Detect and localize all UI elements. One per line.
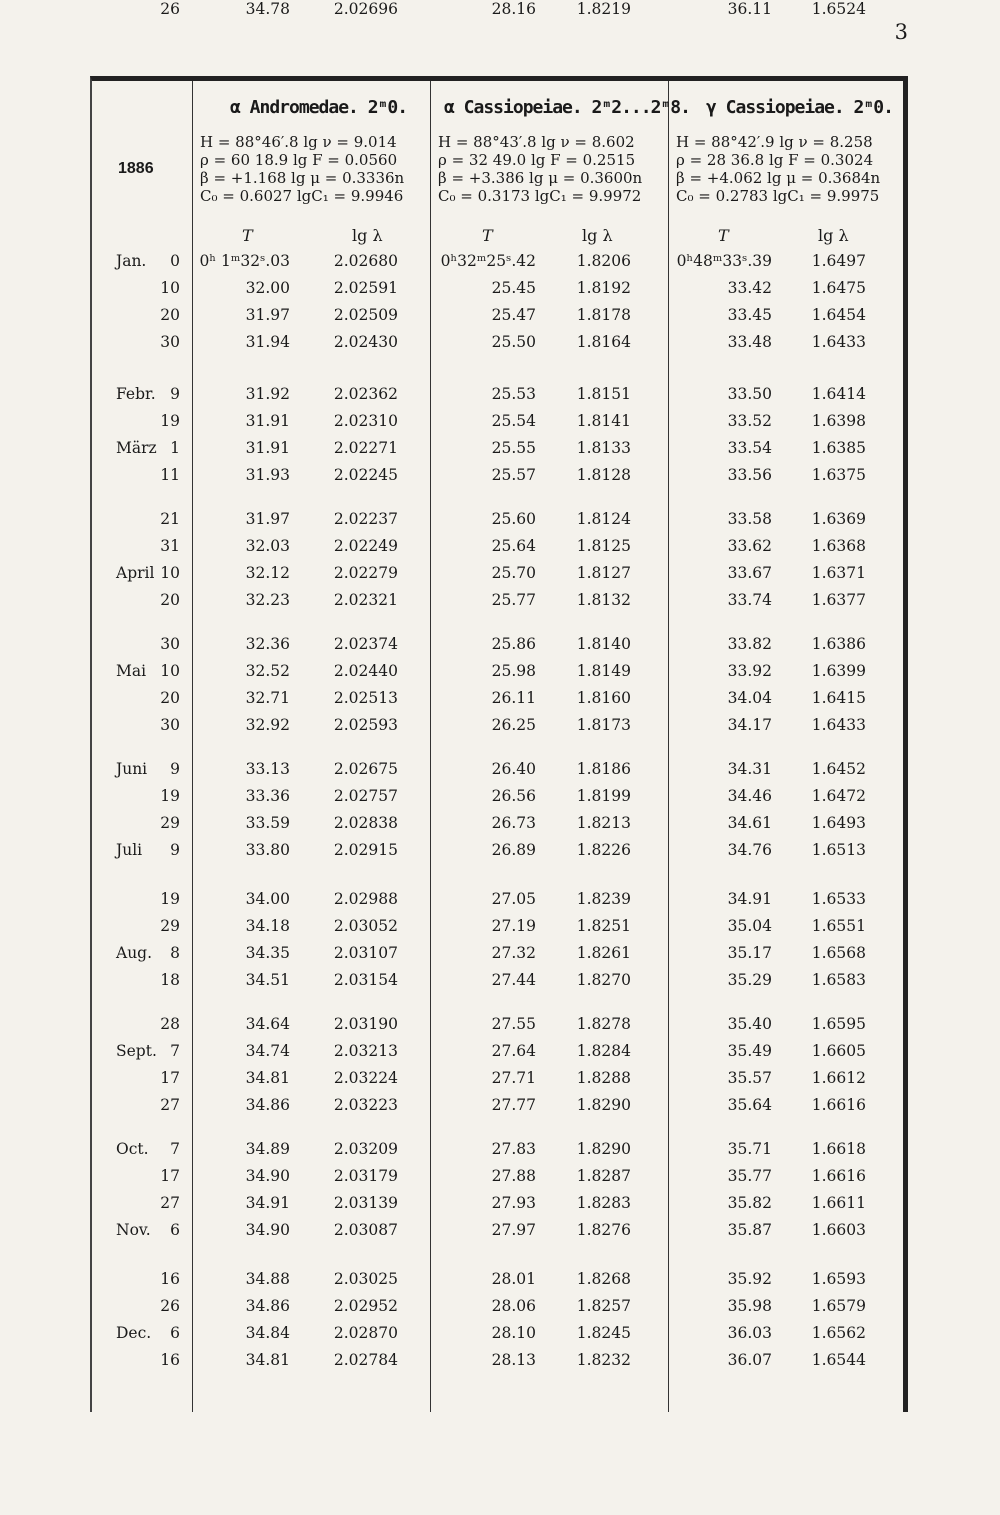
lg-lambda-cell: 1.6583 <box>811 971 866 989</box>
time-cell: 31.97 <box>245 306 290 324</box>
time-cell: 26.56 <box>491 787 536 805</box>
time-cell: 34.81 <box>245 1069 290 1087</box>
time-cell: 32.12 <box>245 564 290 582</box>
time-cell: 34.61 <box>727 814 772 832</box>
time-cell: 33.82 <box>727 635 772 653</box>
star-title: α Andromedae. 2ᵐ0. <box>230 97 408 118</box>
row-month: Juni <box>116 760 148 778</box>
star-param: C₀ = 0.2783 lgC₁ = 9.9975 <box>676 187 880 205</box>
time-cell: 33.54 <box>727 439 772 457</box>
time-cell: 31.94 <box>245 333 290 351</box>
row-month: Nov. <box>116 1221 151 1239</box>
lg-lambda-cell: 2.03087 <box>333 1221 398 1239</box>
row-day: 26 <box>160 0 180 18</box>
lg-lambda-cell: 1.8283 <box>576 1194 631 1212</box>
column-header-lg-lambda: lg λ <box>352 226 383 245</box>
time-cell: 34.91 <box>245 1194 290 1212</box>
time-cell: 33.62 <box>727 537 772 555</box>
row-day: 20 <box>160 689 180 707</box>
lg-lambda-cell: 1.6371 <box>811 564 866 582</box>
lg-lambda-cell: 1.8290 <box>576 1096 631 1114</box>
star-param: H = 88°46′.8 lg ν = 9.014 <box>200 133 397 151</box>
row-day: 6 <box>170 1221 180 1239</box>
lg-lambda-cell: 1.8186 <box>576 760 631 778</box>
row-day: 29 <box>160 814 180 832</box>
time-cell: 25.77 <box>491 591 536 609</box>
lg-lambda-cell: 1.8133 <box>576 439 631 457</box>
time-cell: 26.11 <box>491 689 536 707</box>
time-cell: 27.88 <box>491 1167 536 1185</box>
row-month: Mai <box>116 662 147 680</box>
lg-lambda-cell: 1.6377 <box>811 591 866 609</box>
time-cell: 33.36 <box>245 787 290 805</box>
lg-lambda-cell: 1.8141 <box>576 412 631 430</box>
lg-lambda-cell: 2.02784 <box>333 1351 398 1369</box>
row-day: 17 <box>160 1069 180 1087</box>
lg-lambda-cell: 1.8288 <box>576 1069 631 1087</box>
lg-lambda-cell: 1.6595 <box>811 1015 866 1033</box>
lg-lambda-cell: 1.8164 <box>576 333 631 351</box>
lg-lambda-cell: 2.02952 <box>333 1297 398 1315</box>
page-number: 3 <box>894 20 908 44</box>
time-cell: 31.92 <box>245 385 290 403</box>
lg-lambda-cell: 1.8270 <box>576 971 631 989</box>
time-cell: 35.17 <box>727 944 772 962</box>
star-param: H = 88°43′.8 lg ν = 8.602 <box>438 133 635 151</box>
row-day: 19 <box>160 890 180 908</box>
lg-lambda-cell: 1.6368 <box>811 537 866 555</box>
time-cell: 31.91 <box>245 412 290 430</box>
lg-lambda-cell: 1.6611 <box>811 1194 866 1212</box>
lg-lambda-cell: 1.8268 <box>576 1270 631 1288</box>
lg-lambda-cell: 1.6433 <box>811 333 866 351</box>
lg-lambda-cell: 1.6398 <box>811 412 866 430</box>
lg-lambda-cell: 1.8125 <box>576 537 631 555</box>
lg-lambda-cell: 1.6605 <box>811 1042 866 1060</box>
lg-lambda-cell: 1.8232 <box>576 1351 631 1369</box>
lg-lambda-cell: 1.8290 <box>576 1140 631 1158</box>
lg-lambda-cell: 1.6385 <box>811 439 866 457</box>
row-day: 10 <box>160 662 180 680</box>
lg-lambda-cell: 1.6513 <box>811 841 866 859</box>
row-day: 10 <box>160 279 180 297</box>
lg-lambda-cell: 1.8149 <box>576 662 631 680</box>
lg-lambda-cell: 2.02988 <box>333 890 398 908</box>
lg-lambda-cell: 1.8219 <box>576 0 631 18</box>
lg-lambda-cell: 1.8226 <box>576 841 631 859</box>
lg-lambda-cell: 1.8132 <box>576 591 631 609</box>
lg-lambda-cell: 1.8192 <box>576 279 631 297</box>
lg-lambda-cell: 2.02870 <box>333 1324 398 1342</box>
time-cell: 33.67 <box>727 564 772 582</box>
lg-lambda-cell: 1.6493 <box>811 814 866 832</box>
time-cell: 34.90 <box>245 1167 290 1185</box>
lg-lambda-cell: 1.8287 <box>576 1167 631 1185</box>
time-cell: 34.86 <box>245 1096 290 1114</box>
time-cell: 33.80 <box>245 841 290 859</box>
lg-lambda-cell: 1.8278 <box>576 1015 631 1033</box>
row-day: 19 <box>160 787 180 805</box>
time-cell: 34.04 <box>727 689 772 707</box>
lg-lambda-cell: 2.02430 <box>333 333 398 351</box>
lg-lambda-cell: 1.6603 <box>811 1221 866 1239</box>
lg-lambda-cell: 2.02680 <box>333 252 398 270</box>
time-cell: 34.00 <box>245 890 290 908</box>
lg-lambda-cell: 1.8284 <box>576 1042 631 1060</box>
lg-lambda-cell: 1.8124 <box>576 510 631 528</box>
time-cell: 35.49 <box>727 1042 772 1060</box>
time-cell: 34.91 <box>727 890 772 908</box>
lg-lambda-cell: 2.03107 <box>333 944 398 962</box>
column-divider <box>430 81 431 1412</box>
year-label: 1886 <box>118 160 154 177</box>
time-cell: 34.74 <box>245 1042 290 1060</box>
row-day: 16 <box>160 1351 180 1369</box>
time-cell: 33.13 <box>245 760 290 778</box>
row-day: 31 <box>160 537 180 555</box>
lg-lambda-cell: 2.02310 <box>333 412 398 430</box>
lg-lambda-cell: 2.03139 <box>333 1194 398 1212</box>
time-cell: 35.29 <box>727 971 772 989</box>
lg-lambda-cell: 1.6497 <box>811 252 866 270</box>
time-cell: 28.13 <box>491 1351 536 1369</box>
time-cell: 35.40 <box>727 1015 772 1033</box>
row-day: 27 <box>160 1194 180 1212</box>
lg-lambda-cell: 1.8251 <box>576 917 631 935</box>
row-day: 9 <box>170 385 180 403</box>
column-header-t: T <box>718 226 729 245</box>
row-day: 28 <box>160 1015 180 1033</box>
row-day: 21 <box>160 510 180 528</box>
lg-lambda-cell: 1.6414 <box>811 385 866 403</box>
lg-lambda-cell: 1.6399 <box>811 662 866 680</box>
time-cell: 27.55 <box>491 1015 536 1033</box>
time-cell: 35.77 <box>727 1167 772 1185</box>
lg-lambda-cell: 1.6618 <box>811 1140 866 1158</box>
star-param: ρ = 28 36.8 lg F = 0.3024 <box>676 151 874 169</box>
row-day: 1 <box>170 439 180 457</box>
time-cell: 34.86 <box>245 1297 290 1315</box>
lg-lambda-cell: 2.03154 <box>333 971 398 989</box>
lg-lambda-cell: 1.6612 <box>811 1069 866 1087</box>
lg-lambda-cell: 2.02591 <box>333 279 398 297</box>
lg-lambda-cell: 1.8173 <box>576 716 631 734</box>
time-cell: 31.97 <box>245 510 290 528</box>
row-month: Dec. <box>116 1324 152 1342</box>
row-month: April <box>116 564 155 582</box>
time-cell: 25.50 <box>491 333 536 351</box>
time-cell: 0ʰ48ᵐ33ˢ.39 <box>676 252 772 270</box>
time-cell: 0ʰ 1ᵐ32ˢ.03 <box>199 252 290 270</box>
time-cell: 33.48 <box>727 333 772 351</box>
lg-lambda-cell: 1.6544 <box>811 1351 866 1369</box>
lg-lambda-cell: 1.8276 <box>576 1221 631 1239</box>
lg-lambda-cell: 2.02915 <box>333 841 398 859</box>
time-cell: 32.03 <box>245 537 290 555</box>
row-day: 8 <box>170 944 180 962</box>
time-cell: 34.78 <box>245 0 290 18</box>
time-cell: 27.19 <box>491 917 536 935</box>
time-cell: 27.77 <box>491 1096 536 1114</box>
time-cell: 28.10 <box>491 1324 536 1342</box>
lg-lambda-cell: 2.02362 <box>333 385 398 403</box>
lg-lambda-cell: 2.03224 <box>333 1069 398 1087</box>
time-cell: 26.25 <box>491 716 536 734</box>
row-day: 10 <box>160 564 180 582</box>
lg-lambda-cell: 1.6533 <box>811 890 866 908</box>
row-month: Febr. <box>116 385 156 403</box>
time-cell: 25.57 <box>491 466 536 484</box>
row-month: Oct. <box>116 1140 149 1158</box>
row-day: 17 <box>160 1167 180 1185</box>
time-cell: 35.82 <box>727 1194 772 1212</box>
lg-lambda-cell: 1.6415 <box>811 689 866 707</box>
time-cell: 25.53 <box>491 385 536 403</box>
row-day: 11 <box>160 466 180 484</box>
lg-lambda-cell: 2.03223 <box>333 1096 398 1114</box>
time-cell: 35.87 <box>727 1221 772 1239</box>
time-cell: 26.73 <box>491 814 536 832</box>
row-day: 30 <box>160 333 180 351</box>
time-cell: 34.64 <box>245 1015 290 1033</box>
lg-lambda-cell: 1.8213 <box>576 814 631 832</box>
lg-lambda-cell: 2.02249 <box>333 537 398 555</box>
row-day: 18 <box>160 971 180 989</box>
time-cell: 25.47 <box>491 306 536 324</box>
time-cell: 34.46 <box>727 787 772 805</box>
lg-lambda-cell: 1.8127 <box>576 564 631 582</box>
row-day: 19 <box>160 412 180 430</box>
time-cell: 27.71 <box>491 1069 536 1087</box>
lg-lambda-cell: 1.6386 <box>811 635 866 653</box>
time-cell: 31.91 <box>245 439 290 457</box>
lg-lambda-cell: 1.6433 <box>811 716 866 734</box>
lg-lambda-cell: 2.02321 <box>333 591 398 609</box>
time-cell: 34.31 <box>727 760 772 778</box>
lg-lambda-cell: 1.6369 <box>811 510 866 528</box>
time-cell: 35.04 <box>727 917 772 935</box>
column-divider <box>668 81 669 1412</box>
lg-lambda-cell: 2.02440 <box>333 662 398 680</box>
time-cell: 32.36 <box>245 635 290 653</box>
lg-lambda-cell: 1.6616 <box>811 1096 866 1114</box>
row-day: 26 <box>160 1297 180 1315</box>
row-day: 9 <box>170 841 180 859</box>
time-cell: 33.92 <box>727 662 772 680</box>
lg-lambda-cell: 1.6616 <box>811 1167 866 1185</box>
star-param: β = +4.062 lg μ = 0.3684n <box>676 169 881 187</box>
lg-lambda-cell: 2.03052 <box>333 917 398 935</box>
row-day: 0 <box>170 252 180 270</box>
time-cell: 34.76 <box>727 841 772 859</box>
lg-lambda-cell: 1.8206 <box>576 252 631 270</box>
row-day: 29 <box>160 917 180 935</box>
row-day: 30 <box>160 635 180 653</box>
lg-lambda-cell: 2.03179 <box>333 1167 398 1185</box>
lg-lambda-cell: 1.8257 <box>576 1297 631 1315</box>
time-cell: 27.64 <box>491 1042 536 1060</box>
row-day: 30 <box>160 716 180 734</box>
time-cell: 36.03 <box>727 1324 772 1342</box>
lg-lambda-cell: 2.02374 <box>333 635 398 653</box>
time-cell: 34.90 <box>245 1221 290 1239</box>
time-cell: 32.92 <box>245 716 290 734</box>
row-month: Jan. <box>116 252 147 270</box>
time-cell: 32.23 <box>245 591 290 609</box>
row-month: Sept. <box>116 1042 157 1060</box>
lg-lambda-cell: 1.8128 <box>576 466 631 484</box>
time-cell: 27.97 <box>491 1221 536 1239</box>
time-cell: 34.51 <box>245 971 290 989</box>
lg-lambda-cell: 1.8261 <box>576 944 631 962</box>
column-header-t: T <box>242 226 253 245</box>
row-day: 20 <box>160 306 180 324</box>
lg-lambda-cell: 2.02513 <box>333 689 398 707</box>
lg-lambda-cell: 2.03025 <box>333 1270 398 1288</box>
row-month: Juli <box>116 841 143 859</box>
star-param: β = +1.168 lg μ = 0.3336n <box>200 169 405 187</box>
lg-lambda-cell: 1.8199 <box>576 787 631 805</box>
row-month: Aug. <box>116 944 153 962</box>
lg-lambda-cell: 2.02696 <box>333 0 398 18</box>
time-cell: 27.44 <box>491 971 536 989</box>
lg-lambda-cell: 2.02237 <box>333 510 398 528</box>
lg-lambda-cell: 2.03190 <box>333 1015 398 1033</box>
star-param: ρ = 60 18.9 lg F = 0.0560 <box>200 151 398 169</box>
lg-lambda-cell: 1.6475 <box>811 279 866 297</box>
time-cell: 25.64 <box>491 537 536 555</box>
lg-lambda-cell: 1.6568 <box>811 944 866 962</box>
lg-lambda-cell: 2.02675 <box>333 760 398 778</box>
time-cell: 25.86 <box>491 635 536 653</box>
time-cell: 25.70 <box>491 564 536 582</box>
column-header-t: T <box>482 226 493 245</box>
row-month: März <box>116 439 157 457</box>
lg-lambda-cell: 2.02838 <box>333 814 398 832</box>
time-cell: 33.52 <box>727 412 772 430</box>
time-cell: 33.58 <box>727 510 772 528</box>
lg-lambda-cell: 2.03209 <box>333 1140 398 1158</box>
lg-lambda-cell: 1.6593 <box>811 1270 866 1288</box>
lg-lambda-cell: 2.02279 <box>333 564 398 582</box>
time-cell: 27.05 <box>491 890 536 908</box>
time-cell: 25.60 <box>491 510 536 528</box>
time-cell: 33.56 <box>727 466 772 484</box>
row-day: 9 <box>170 760 180 778</box>
time-cell: 35.71 <box>727 1140 772 1158</box>
star-title: γ Cassiopeiae. 2ᵐ0. <box>706 97 893 118</box>
time-cell: 27.83 <box>491 1140 536 1158</box>
time-cell: 28.16 <box>491 0 536 18</box>
time-cell: 26.89 <box>491 841 536 859</box>
lg-lambda-cell: 1.6454 <box>811 306 866 324</box>
time-cell: 32.52 <box>245 662 290 680</box>
lg-lambda-cell: 1.8245 <box>576 1324 631 1342</box>
lg-lambda-cell: 1.6472 <box>811 787 866 805</box>
lg-lambda-cell: 1.8160 <box>576 689 631 707</box>
time-cell: 27.93 <box>491 1194 536 1212</box>
column-divider <box>192 81 193 1412</box>
row-day: 6 <box>170 1324 180 1342</box>
time-cell: 32.00 <box>245 279 290 297</box>
star-title: α Cassiopeiae. 2ᵐ2...2ᵐ8. <box>444 97 690 118</box>
time-cell: 25.55 <box>491 439 536 457</box>
lg-lambda-cell: 2.02271 <box>333 439 398 457</box>
star-param: C₀ = 0.3173 lgC₁ = 9.9972 <box>438 187 642 205</box>
time-cell: 34.89 <box>245 1140 290 1158</box>
lg-lambda-cell: 1.8239 <box>576 890 631 908</box>
time-cell: 35.92 <box>727 1270 772 1288</box>
lg-lambda-cell: 1.6375 <box>811 466 866 484</box>
time-cell: 28.01 <box>491 1270 536 1288</box>
time-cell: 0ʰ32ᵐ25ˢ.42 <box>440 252 536 270</box>
time-cell: 34.88 <box>245 1270 290 1288</box>
time-cell: 33.74 <box>727 591 772 609</box>
time-cell: 33.42 <box>727 279 772 297</box>
lg-lambda-cell: 1.6452 <box>811 760 866 778</box>
lg-lambda-cell: 1.8151 <box>576 385 631 403</box>
star-param: C₀ = 0.6027 lgC₁ = 9.9946 <box>200 187 404 205</box>
time-cell: 36.11 <box>727 0 772 18</box>
lg-lambda-cell: 2.02593 <box>333 716 398 734</box>
time-cell: 27.32 <box>491 944 536 962</box>
time-cell: 25.54 <box>491 412 536 430</box>
time-cell: 33.50 <box>727 385 772 403</box>
column-header-lg-lambda: lg λ <box>818 226 849 245</box>
time-cell: 34.18 <box>245 917 290 935</box>
time-cell: 34.35 <box>245 944 290 962</box>
lg-lambda-cell: 2.02757 <box>333 787 398 805</box>
time-cell: 32.71 <box>245 689 290 707</box>
lg-lambda-cell: 2.02509 <box>333 306 398 324</box>
lg-lambda-cell: 1.6562 <box>811 1324 866 1342</box>
row-day: 20 <box>160 591 180 609</box>
lg-lambda-cell: 1.8178 <box>576 306 631 324</box>
time-cell: 25.98 <box>491 662 536 680</box>
column-header-lg-lambda: lg λ <box>582 226 613 245</box>
row-day: 7 <box>170 1042 180 1060</box>
row-day: 27 <box>160 1096 180 1114</box>
lg-lambda-cell: 2.03213 <box>333 1042 398 1060</box>
time-cell: 35.64 <box>727 1096 772 1114</box>
star-param: H = 88°42′.9 lg ν = 8.258 <box>676 133 873 151</box>
star-param: ρ = 32 49.0 lg F = 0.2515 <box>438 151 636 169</box>
row-day: 16 <box>160 1270 180 1288</box>
lg-lambda-cell: 1.6524 <box>811 0 866 18</box>
time-cell: 26.40 <box>491 760 536 778</box>
time-cell: 28.06 <box>491 1297 536 1315</box>
time-cell: 31.93 <box>245 466 290 484</box>
time-cell: 34.81 <box>245 1351 290 1369</box>
lg-lambda-cell: 2.02245 <box>333 466 398 484</box>
lg-lambda-cell: 1.6579 <box>811 1297 866 1315</box>
lg-lambda-cell: 1.8140 <box>576 635 631 653</box>
time-cell: 34.84 <box>245 1324 290 1342</box>
time-cell: 25.45 <box>491 279 536 297</box>
time-cell: 35.57 <box>727 1069 772 1087</box>
row-day: 7 <box>170 1140 180 1158</box>
time-cell: 36.07 <box>727 1351 772 1369</box>
time-cell: 33.45 <box>727 306 772 324</box>
time-cell: 33.59 <box>245 814 290 832</box>
time-cell: 34.17 <box>727 716 772 734</box>
star-param: β = +3.386 lg μ = 0.3600n <box>438 169 643 187</box>
time-cell: 35.98 <box>727 1297 772 1315</box>
lg-lambda-cell: 1.6551 <box>811 917 866 935</box>
